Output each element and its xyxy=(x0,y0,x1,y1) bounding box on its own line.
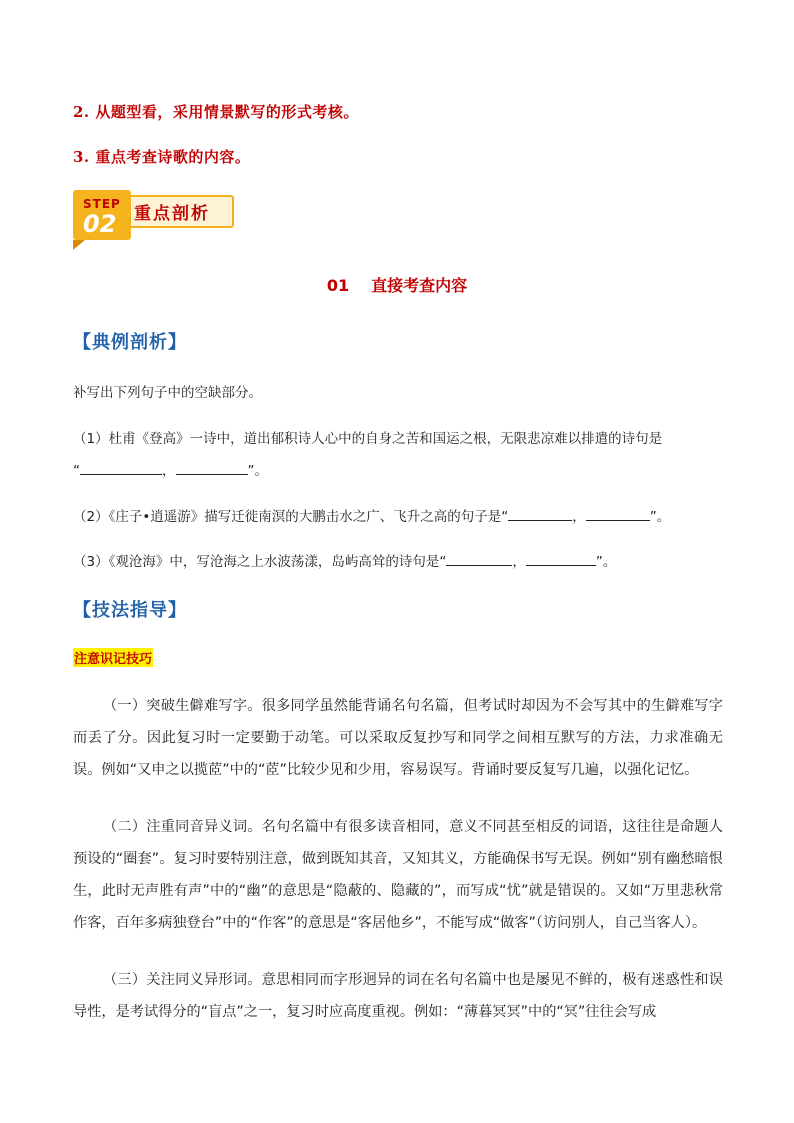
close-quote: ”。 xyxy=(247,463,268,479)
separator: ， xyxy=(162,463,176,479)
step-badge xyxy=(70,186,236,244)
technique-paragraph-3: （三）关注同义异形词。意思相同而字形迥异的词在名句名篇中也是屡见不鲜的，极有迷惑性和误导性，是考试得分的“盲点”之一，复习时应高度重视。例如：“薄暮冥冥”中的“冥”往往会写成 xyxy=(73,972,723,1020)
technique-heading: 【技法指导】 xyxy=(73,600,187,621)
highlight-label: 注意识记技巧 xyxy=(73,648,153,667)
technique-paragraph-1: （一）突破生僻难写字。很多同学虽然能背诵名句名篇，但考试时却因为不会写其中的生僻难写字而丢了分。因此复习时一定要勤于动笔。可以采取反复抄写和同学之间相互默写的方法，力求准确无误。例如“又申之以揽茝”中的“茝”比较少见和少用，容易误写。背诵时要反复写几遍，以强化记忆。 xyxy=(73,698,723,778)
example-heading: 【典例剖析】 xyxy=(73,332,187,353)
question-2 xyxy=(73,505,670,525)
step-badge-block xyxy=(73,190,131,240)
section-title: 直接考查内容 xyxy=(371,276,468,295)
separator: ， xyxy=(512,554,526,570)
step-title: 重点剖析 xyxy=(134,204,210,224)
point-3: 3. 重点考查诗歌的内容。 xyxy=(73,148,251,166)
close-quote: ”。 xyxy=(595,554,617,570)
question-1-text: （1）杜甫《登高》一诗中，道出郁积诗人心中的自身之苦和国运之根，无限悲凉难以排遣的诗句是 xyxy=(73,431,663,447)
section-heading xyxy=(0,273,794,296)
technique-paragraph-2: （二）注重同音异义词。名句名篇中有很多读音相同，意义不同甚至相反的词语，这往往是命题人预设的“圈套”。复习时要特别注意，做到既知其音，又知其义，方能确保书写无误。例如“别有幽愁暗恨生，此时无声胜有声”中的“幽”的意思是“隐蔽的、隐藏的”，而写成“忧”就是错误的。又如“万里悲秋常作客，百年多病独登台”中的“作客”的意思是“客居他乡”，不能写成“做客”（访问别人，自己当客人）。 xyxy=(73,819,723,931)
answer-blank xyxy=(80,460,162,475)
answer-blank xyxy=(176,460,248,475)
open-quote: “ xyxy=(73,463,80,479)
answer-blank xyxy=(586,506,650,521)
answer-blank xyxy=(508,506,572,521)
question-3-text: （3）《观沧海》中，写沧海之上水波荡漾，岛屿高耸的诗句是“ xyxy=(73,554,447,570)
question-2-text: （2）《庄子•逍遥游》描写迁徙南溟的大鹏击水之广、飞升之高的句子是“ xyxy=(73,509,509,525)
question-1-answer-line xyxy=(73,459,268,479)
question-3 xyxy=(73,550,616,570)
step-number: 02 xyxy=(83,210,117,238)
point-2: 2. 从题型看，采用情景默写的形式考核。 xyxy=(73,103,359,121)
step-word: STEP xyxy=(83,197,121,211)
close-quote: ”。 xyxy=(649,509,671,525)
section-number: 01 xyxy=(326,276,350,295)
instruction-text: 补写出下列句子中的空缺部分。 xyxy=(73,385,262,401)
separator: ， xyxy=(572,509,586,525)
answer-blank xyxy=(446,551,512,566)
answer-blank xyxy=(526,551,596,566)
